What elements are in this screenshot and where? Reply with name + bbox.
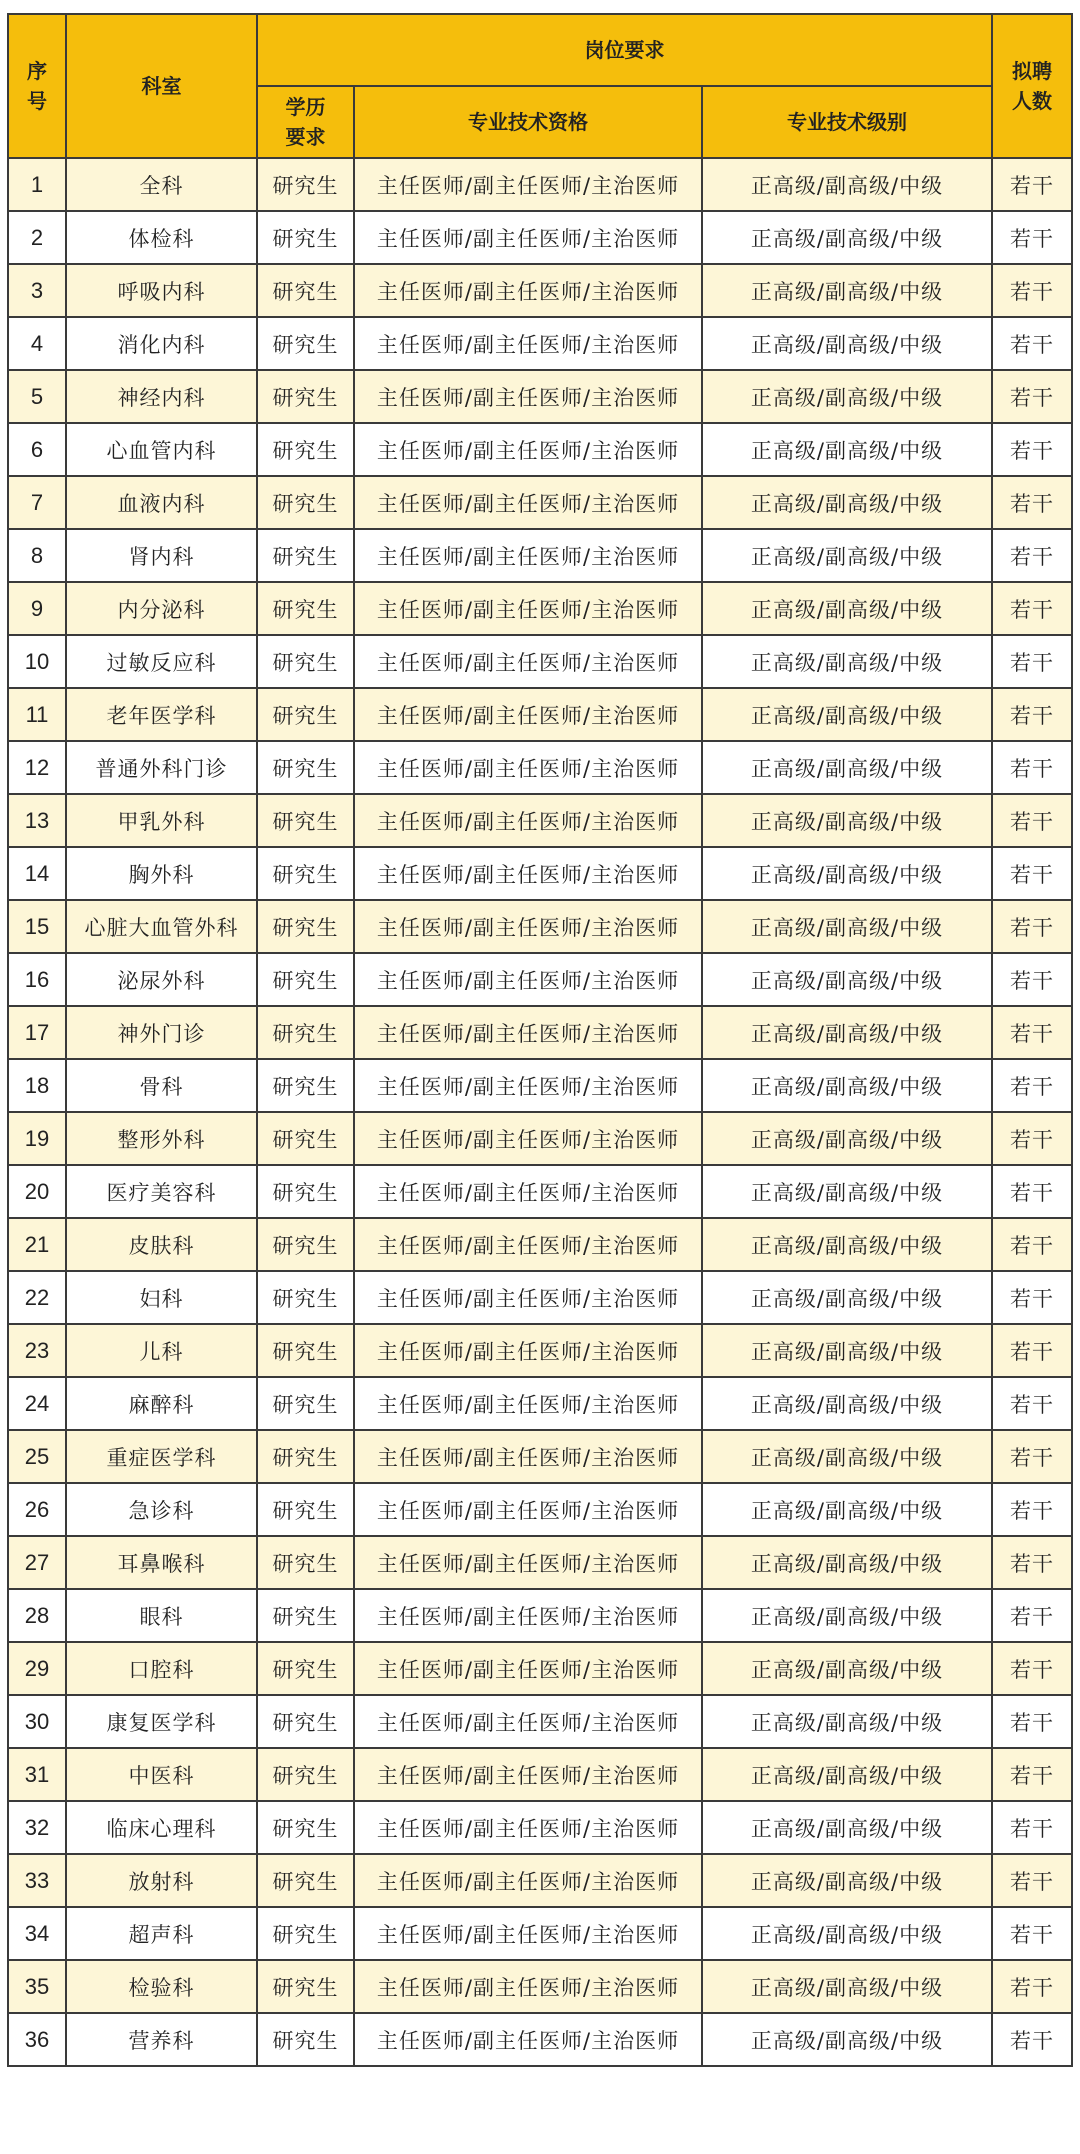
cell-level: 正高级/副高级/中级 [702, 1324, 992, 1377]
table-row [8, 317, 1072, 370]
cell-num: 若干 [992, 1059, 1072, 1112]
cell-num: 若干 [992, 476, 1072, 529]
cell-edu: 研究生 [257, 688, 354, 741]
cell-qualification: 主任医师/副主任医师/主治医师 [354, 1854, 702, 1907]
header-num-line1: 拟聘 [1012, 59, 1053, 83]
cell-num: 若干 [992, 264, 1072, 317]
cell-num: 若干 [992, 1854, 1072, 1907]
cell-num: 若干 [992, 1165, 1072, 1218]
cell-dept: 消化内科 [66, 317, 257, 370]
cell-edu: 研究生 [257, 1271, 354, 1324]
cell-level: 正高级/副高级/中级 [702, 1218, 992, 1271]
cell-dept: 医疗美容科 [66, 1165, 257, 1218]
cell-qualification: 主任医师/副主任医师/主治医师 [354, 1165, 702, 1218]
cell-dept: 康复医学科 [66, 1695, 257, 1748]
cell-num: 若干 [992, 741, 1072, 794]
cell-level: 正高级/副高级/中级 [702, 1801, 992, 1854]
header-edu [257, 86, 354, 158]
cell-edu: 研究生 [257, 741, 354, 794]
cell-num: 若干 [992, 1801, 1072, 1854]
cell-dept: 甲乳外科 [66, 794, 257, 847]
table-row [8, 1324, 1072, 1377]
cell-edu: 研究生 [257, 900, 354, 953]
cell-num: 若干 [992, 1695, 1072, 1748]
cell-edu: 研究生 [257, 1218, 354, 1271]
cell-dept: 神外门诊 [66, 1006, 257, 1059]
cell-seq: 24 [8, 1377, 66, 1430]
cell-level: 正高级/副高级/中级 [702, 1907, 992, 1960]
cell-edu: 研究生 [257, 1854, 354, 1907]
cell-num: 若干 [992, 688, 1072, 741]
cell-seq: 21 [8, 1218, 66, 1271]
header-dept: 科室 [66, 14, 257, 158]
cell-seq: 9 [8, 582, 66, 635]
cell-level: 正高级/副高级/中级 [702, 1430, 992, 1483]
header-level: 专业技术级别 [702, 86, 992, 158]
cell-seq: 14 [8, 847, 66, 900]
cell-seq: 11 [8, 688, 66, 741]
cell-edu: 研究生 [257, 370, 354, 423]
cell-level: 正高级/副高级/中级 [702, 1748, 992, 1801]
cell-level: 正高级/副高级/中级 [702, 953, 992, 1006]
cell-level: 正高级/副高级/中级 [702, 1377, 992, 1430]
cell-level: 正高级/副高级/中级 [702, 1483, 992, 1536]
cell-level: 正高级/副高级/中级 [702, 1059, 992, 1112]
cell-level: 正高级/副高级/中级 [702, 1854, 992, 1907]
header-seq-line1: 序 [27, 59, 47, 83]
table-row [8, 1695, 1072, 1748]
cell-edu: 研究生 [257, 1642, 354, 1695]
cell-num: 若干 [992, 370, 1072, 423]
table-row [8, 1801, 1072, 1854]
cell-level: 正高级/副高级/中级 [702, 158, 992, 211]
cell-qualification: 主任医师/副主任医师/主治医师 [354, 1218, 702, 1271]
cell-level: 正高级/副高级/中级 [702, 2013, 992, 2066]
cell-dept: 营养科 [66, 2013, 257, 2066]
cell-edu: 研究生 [257, 1324, 354, 1377]
table-row [8, 1960, 1072, 2013]
cell-level: 正高级/副高级/中级 [702, 317, 992, 370]
cell-num: 若干 [992, 635, 1072, 688]
cell-seq: 26 [8, 1483, 66, 1536]
header-seq [8, 14, 66, 158]
table-row [8, 370, 1072, 423]
cell-level: 正高级/副高级/中级 [702, 1112, 992, 1165]
cell-edu: 研究生 [257, 529, 354, 582]
cell-seq: 27 [8, 1536, 66, 1589]
cell-dept: 眼科 [66, 1589, 257, 1642]
cell-edu: 研究生 [257, 211, 354, 264]
cell-seq: 34 [8, 1907, 66, 1960]
cell-num: 若干 [992, 1589, 1072, 1642]
cell-qualification: 主任医师/副主任医师/主治医师 [354, 211, 702, 264]
cell-level: 正高级/副高级/中级 [702, 794, 992, 847]
cell-qualification: 主任医师/副主任医师/主治医师 [354, 1377, 702, 1430]
cell-num: 若干 [992, 317, 1072, 370]
cell-level: 正高级/副高级/中级 [702, 264, 992, 317]
cell-edu: 研究生 [257, 1483, 354, 1536]
cell-dept: 中医科 [66, 1748, 257, 1801]
cell-seq: 36 [8, 2013, 66, 2066]
cell-qualification: 主任医师/副主任医师/主治医师 [354, 847, 702, 900]
table-row [8, 264, 1072, 317]
cell-qualification: 主任医师/副主任医师/主治医师 [354, 953, 702, 1006]
table-header [8, 14, 1072, 158]
cell-seq: 32 [8, 1801, 66, 1854]
cell-dept: 妇科 [66, 1271, 257, 1324]
recruitment-table-container [7, 13, 1071, 2067]
cell-num: 若干 [992, 1536, 1072, 1589]
table-row [8, 1907, 1072, 1960]
cell-edu: 研究生 [257, 635, 354, 688]
cell-dept: 重症医学科 [66, 1430, 257, 1483]
cell-dept: 体检科 [66, 211, 257, 264]
cell-num: 若干 [992, 1483, 1072, 1536]
cell-seq: 7 [8, 476, 66, 529]
cell-qualification: 主任医师/副主任医师/主治医师 [354, 1483, 702, 1536]
table-row [8, 1854, 1072, 1907]
cell-level: 正高级/副高级/中级 [702, 1695, 992, 1748]
cell-edu: 研究生 [257, 264, 354, 317]
table-row [8, 1483, 1072, 1536]
cell-edu: 研究生 [257, 317, 354, 370]
cell-edu: 研究生 [257, 1589, 354, 1642]
header-edu-line2: 要求 [285, 125, 326, 149]
cell-level: 正高级/副高级/中级 [702, 1960, 992, 2013]
table-row [8, 1271, 1072, 1324]
cell-num: 若干 [992, 1112, 1072, 1165]
cell-edu: 研究生 [257, 1006, 354, 1059]
table-row [8, 1218, 1072, 1271]
cell-num: 若干 [992, 1218, 1072, 1271]
cell-edu: 研究生 [257, 1536, 354, 1589]
cell-num: 若干 [992, 1642, 1072, 1695]
cell-dept: 整形外科 [66, 1112, 257, 1165]
cell-qualification: 主任医师/副主任医师/主治医师 [354, 1907, 702, 1960]
cell-qualification: 主任医师/副主任医师/主治医师 [354, 317, 702, 370]
cell-num: 若干 [992, 1430, 1072, 1483]
cell-seq: 23 [8, 1324, 66, 1377]
recruitment-table [7, 13, 1073, 2067]
cell-dept: 麻醉科 [66, 1377, 257, 1430]
cell-qualification: 主任医师/副主任医师/主治医师 [354, 1748, 702, 1801]
cell-dept: 内分泌科 [66, 582, 257, 635]
cell-edu: 研究生 [257, 1112, 354, 1165]
cell-level: 正高级/副高级/中级 [702, 476, 992, 529]
cell-qualification: 主任医师/副主任医师/主治医师 [354, 423, 702, 476]
cell-edu: 研究生 [257, 794, 354, 847]
table-row [8, 635, 1072, 688]
cell-seq: 17 [8, 1006, 66, 1059]
cell-level: 正高级/副高级/中级 [702, 211, 992, 264]
table-row [8, 688, 1072, 741]
cell-edu: 研究生 [257, 1165, 354, 1218]
cell-num: 若干 [992, 1748, 1072, 1801]
cell-qualification: 主任医师/副主任医师/主治医师 [354, 1642, 702, 1695]
cell-seq: 1 [8, 158, 66, 211]
cell-qualification: 主任医师/副主任医师/主治医师 [354, 1006, 702, 1059]
cell-qualification: 主任医师/副主任医师/主治医师 [354, 529, 702, 582]
cell-seq: 29 [8, 1642, 66, 1695]
cell-dept: 口腔科 [66, 1642, 257, 1695]
cell-level: 正高级/副高级/中级 [702, 847, 992, 900]
cell-level: 正高级/副高级/中级 [702, 1536, 992, 1589]
cell-qualification: 主任医师/副主任医师/主治医师 [354, 1324, 702, 1377]
header-qualification: 专业技术资格 [354, 86, 702, 158]
header-position-requirements: 岗位要求 [257, 14, 992, 86]
cell-level: 正高级/副高级/中级 [702, 900, 992, 953]
cell-num: 若干 [992, 794, 1072, 847]
cell-num: 若干 [992, 847, 1072, 900]
cell-dept: 超声科 [66, 1907, 257, 1960]
cell-level: 正高级/副高级/中级 [702, 1642, 992, 1695]
cell-num: 若干 [992, 423, 1072, 476]
cell-edu: 研究生 [257, 847, 354, 900]
cell-seq: 4 [8, 317, 66, 370]
cell-qualification: 主任医师/副主任医师/主治医师 [354, 2013, 702, 2066]
cell-seq: 5 [8, 370, 66, 423]
table-row [8, 1112, 1072, 1165]
cell-num: 若干 [992, 1324, 1072, 1377]
cell-seq: 15 [8, 900, 66, 953]
cell-qualification: 主任医师/副主任医师/主治医师 [354, 1801, 702, 1854]
cell-seq: 16 [8, 953, 66, 1006]
cell-num: 若干 [992, 529, 1072, 582]
header-num [992, 14, 1072, 158]
table-row [8, 582, 1072, 635]
cell-num: 若干 [992, 1907, 1072, 1960]
cell-dept: 泌尿外科 [66, 953, 257, 1006]
cell-seq: 35 [8, 1960, 66, 2013]
cell-level: 正高级/副高级/中级 [702, 688, 992, 741]
cell-dept: 临床心理科 [66, 1801, 257, 1854]
cell-qualification: 主任医师/副主任医师/主治医师 [354, 1430, 702, 1483]
cell-dept: 神经内科 [66, 370, 257, 423]
cell-qualification: 主任医师/副主任医师/主治医师 [354, 158, 702, 211]
cell-level: 正高级/副高级/中级 [702, 741, 992, 794]
cell-edu: 研究生 [257, 2013, 354, 2066]
cell-seq: 20 [8, 1165, 66, 1218]
cell-qualification: 主任医师/副主任医师/主治医师 [354, 264, 702, 317]
cell-seq: 6 [8, 423, 66, 476]
cell-dept: 心脏大血管外科 [66, 900, 257, 953]
cell-dept: 检验科 [66, 1960, 257, 2013]
cell-seq: 3 [8, 264, 66, 317]
cell-seq: 22 [8, 1271, 66, 1324]
table-row [8, 1748, 1072, 1801]
cell-edu: 研究生 [257, 158, 354, 211]
cell-edu: 研究生 [257, 582, 354, 635]
cell-qualification: 主任医师/副主任医师/主治医师 [354, 1059, 702, 1112]
cell-num: 若干 [992, 1960, 1072, 2013]
cell-dept: 血液内科 [66, 476, 257, 529]
cell-level: 正高级/副高级/中级 [702, 1589, 992, 1642]
cell-dept: 过敏反应科 [66, 635, 257, 688]
cell-seq: 12 [8, 741, 66, 794]
cell-dept: 急诊科 [66, 1483, 257, 1536]
cell-dept: 放射科 [66, 1854, 257, 1907]
table-row [8, 953, 1072, 1006]
cell-dept: 儿科 [66, 1324, 257, 1377]
cell-num: 若干 [992, 953, 1072, 1006]
cell-seq: 13 [8, 794, 66, 847]
table-row [8, 1165, 1072, 1218]
cell-qualification: 主任医师/副主任医师/主治医师 [354, 688, 702, 741]
cell-level: 正高级/副高级/中级 [702, 582, 992, 635]
table-row [8, 1006, 1072, 1059]
table-body [8, 158, 1072, 2066]
cell-dept: 皮肤科 [66, 1218, 257, 1271]
cell-edu: 研究生 [257, 1907, 354, 1960]
header-seq-line2: 号 [27, 89, 47, 113]
cell-dept: 肾内科 [66, 529, 257, 582]
cell-dept: 胸外科 [66, 847, 257, 900]
cell-edu: 研究生 [257, 1695, 354, 1748]
cell-edu: 研究生 [257, 1059, 354, 1112]
table-row [8, 900, 1072, 953]
cell-qualification: 主任医师/副主任医师/主治医师 [354, 1271, 702, 1324]
cell-seq: 18 [8, 1059, 66, 1112]
cell-level: 正高级/副高级/中级 [702, 529, 992, 582]
cell-qualification: 主任医师/副主任医师/主治医师 [354, 741, 702, 794]
cell-seq: 33 [8, 1854, 66, 1907]
table-row [8, 1536, 1072, 1589]
cell-seq: 30 [8, 1695, 66, 1748]
cell-qualification: 主任医师/副主任医师/主治医师 [354, 1112, 702, 1165]
cell-seq: 25 [8, 1430, 66, 1483]
cell-seq: 28 [8, 1589, 66, 1642]
cell-qualification: 主任医师/副主任医师/主治医师 [354, 794, 702, 847]
cell-qualification: 主任医师/副主任医师/主治医师 [354, 370, 702, 423]
cell-level: 正高级/副高级/中级 [702, 1165, 992, 1218]
table-row [8, 741, 1072, 794]
table-row [8, 158, 1072, 211]
table-row [8, 794, 1072, 847]
cell-level: 正高级/副高级/中级 [702, 1271, 992, 1324]
cell-dept: 全科 [66, 158, 257, 211]
cell-dept: 普通外科门诊 [66, 741, 257, 794]
cell-edu: 研究生 [257, 1960, 354, 2013]
cell-edu: 研究生 [257, 1801, 354, 1854]
table-row [8, 1430, 1072, 1483]
cell-num: 若干 [992, 900, 1072, 953]
cell-qualification: 主任医师/副主任医师/主治医师 [354, 635, 702, 688]
cell-dept: 耳鼻喉科 [66, 1536, 257, 1589]
cell-qualification: 主任医师/副主任医师/主治医师 [354, 1536, 702, 1589]
table-row [8, 529, 1072, 582]
table-row [8, 211, 1072, 264]
table-row [8, 847, 1072, 900]
cell-edu: 研究生 [257, 423, 354, 476]
cell-edu: 研究生 [257, 476, 354, 529]
cell-num: 若干 [992, 158, 1072, 211]
table-row [8, 1642, 1072, 1695]
cell-num: 若干 [992, 1377, 1072, 1430]
table-row [8, 1059, 1072, 1112]
cell-seq: 2 [8, 211, 66, 264]
cell-num: 若干 [992, 2013, 1072, 2066]
cell-qualification: 主任医师/副主任医师/主治医师 [354, 1695, 702, 1748]
cell-qualification: 主任医师/副主任医师/主治医师 [354, 476, 702, 529]
table-row [8, 1589, 1072, 1642]
cell-edu: 研究生 [257, 1430, 354, 1483]
cell-dept: 骨科 [66, 1059, 257, 1112]
cell-level: 正高级/副高级/中级 [702, 1006, 992, 1059]
cell-qualification: 主任医师/副主任医师/主治医师 [354, 1960, 702, 2013]
cell-level: 正高级/副高级/中级 [702, 423, 992, 476]
cell-level: 正高级/副高级/中级 [702, 635, 992, 688]
cell-edu: 研究生 [257, 1748, 354, 1801]
table-row [8, 2013, 1072, 2066]
cell-num: 若干 [992, 1006, 1072, 1059]
cell-edu: 研究生 [257, 953, 354, 1006]
cell-num: 若干 [992, 1271, 1072, 1324]
cell-seq: 8 [8, 529, 66, 582]
cell-qualification: 主任医师/副主任医师/主治医师 [354, 582, 702, 635]
cell-seq: 10 [8, 635, 66, 688]
table-row [8, 423, 1072, 476]
cell-qualification: 主任医师/副主任医师/主治医师 [354, 1589, 702, 1642]
cell-dept: 呼吸内科 [66, 264, 257, 317]
table-row [8, 476, 1072, 529]
cell-seq: 19 [8, 1112, 66, 1165]
cell-num: 若干 [992, 582, 1072, 635]
table-row [8, 1377, 1072, 1430]
cell-dept: 老年医学科 [66, 688, 257, 741]
cell-seq: 31 [8, 1748, 66, 1801]
header-edu-line1: 学历 [285, 95, 326, 119]
cell-edu: 研究生 [257, 1377, 354, 1430]
cell-num: 若干 [992, 211, 1072, 264]
header-num-line2: 人数 [1012, 89, 1053, 113]
cell-dept: 心血管内科 [66, 423, 257, 476]
cell-level: 正高级/副高级/中级 [702, 370, 992, 423]
cell-qualification: 主任医师/副主任医师/主治医师 [354, 900, 702, 953]
